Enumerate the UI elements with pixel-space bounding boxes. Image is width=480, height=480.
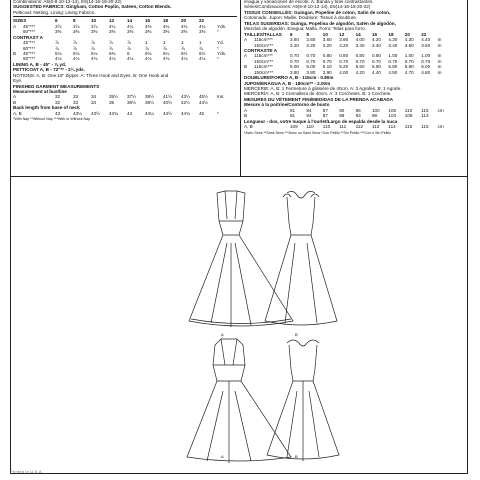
value-cell: 34 (91, 99, 97, 105)
value-cell: 45 (199, 110, 205, 116)
sizes-label: TAILLES/TALLAS (244, 31, 282, 37)
value-cell: 4⅛ (127, 56, 134, 62)
bust-measurements (13, 94, 237, 105)
value-cell: 3.20 (290, 42, 299, 48)
value-cell: 111 (339, 124, 347, 130)
value-cell: 4¼ (127, 23, 134, 29)
value-cell: 115 (404, 124, 413, 130)
back-length-title: Longueur - dos, votre nuque à l'ourlet/Largo de espalda desde la nuca (244, 118, 398, 124)
value-cell: 4⅛ (91, 56, 98, 62)
mercerie-line: MERCERIE: A, B: 1 Fermeture à glissière de 40cm. A: 3 Agrafes. B: 1 Agrafe. (244, 86, 402, 91)
value-cell: 3.80 (306, 69, 316, 75)
value-cell: 0.70 (306, 53, 316, 59)
value-cell: 0.70 (421, 58, 431, 64)
size-cell: 14 (355, 31, 361, 37)
value-cell: 43¼ (73, 110, 82, 116)
value-cell: 110 (404, 107, 413, 113)
dress-b-back-sketch (253, 335, 353, 465)
value-cell: 5.60 (372, 64, 381, 70)
sketch-label: A (221, 454, 224, 459)
unit-cell: m (437, 58, 442, 64)
sketch-label: A (221, 332, 224, 337)
value-cell: 3.60 (322, 37, 332, 43)
value-cell: 4⅛ (181, 56, 188, 62)
value-cell: ⅞ (199, 45, 203, 51)
petticoat-line: PETTICOAT A, B - 72"** - 2¼ yds. (13, 67, 85, 73)
size-cell: 22 (199, 18, 205, 24)
value-cell: ⅞ (55, 40, 59, 46)
value-cell: 3⅞ (91, 23, 98, 29)
value-cell: 3.20 (322, 42, 332, 48)
size-cell: 14 (127, 18, 133, 24)
value-cell: 44½ (199, 99, 208, 105)
view-cell: A (13, 94, 17, 100)
value-cell: 114 (388, 124, 396, 130)
unit-cell: cm (437, 107, 444, 113)
size-cell: 16 (145, 18, 151, 24)
value-cell: 44¼ (145, 110, 154, 116)
combinations-line: Combinations: A5(6-8-10-12-14), E5(14-16-18-20-22) (13, 0, 122, 4)
unit-cell: Ins. (217, 94, 225, 100)
size-cell: 10 (91, 18, 97, 24)
footnote: *Avec Sens **Sans Sens ***Avec ou Sans Sens *Con Pelillo **Sin Pelillo ***Con o Sin Pelillo (244, 130, 391, 135)
value-cell: 1.00 (421, 53, 431, 59)
value-cell: 81 (290, 113, 296, 119)
fabric-width-cell: 45"*** (23, 23, 36, 29)
view-cell: A (244, 107, 248, 113)
value-cell: 3.40 (388, 42, 398, 48)
fabric-width-cell: 45"*** (23, 50, 36, 56)
value-cell: ⅞ (91, 40, 95, 46)
value-cell: 0.80 (339, 53, 349, 59)
sketch-label: B (295, 454, 298, 459)
size-cell: 6 (290, 31, 293, 37)
value-cell: 0.70 (404, 58, 414, 64)
value-cell: 45½ (199, 94, 208, 100)
view-cell: B (244, 113, 248, 119)
value-cell: 3⅞ (55, 23, 62, 29)
value-cell: 87 (322, 113, 328, 119)
value-cell: ⅞ (73, 40, 77, 46)
value-cell: 4.30 (404, 37, 414, 43)
value-cell: 5.50 (355, 64, 365, 70)
value-cell: 41½ (163, 94, 172, 100)
table-bottom-rule (11, 176, 467, 177)
value-cell: 4.20 (355, 69, 365, 75)
value-cell: ⅞ (181, 45, 185, 51)
value-cell: 90 (339, 107, 345, 113)
intro-line: enagua y variaciones de escote. A: Banda y tiras contrastantes. (244, 0, 374, 4)
value-cell: 0.70 (306, 58, 316, 64)
value-cell: 84 (306, 107, 312, 113)
fabric-width-cell: 150cm*** (254, 58, 274, 64)
value-cell: 3.90 (339, 37, 349, 43)
size-cell: 18 (388, 31, 394, 37)
unit-cell: m (437, 37, 442, 43)
value-cell: 5⅛ (73, 50, 80, 56)
value-cell: 39½ (145, 94, 154, 100)
rule (13, 16, 237, 17)
value-cell: 110 (322, 124, 331, 130)
value-cell: 6 (127, 50, 130, 56)
value-cell: 4⅛ (163, 56, 170, 62)
value-cell: 1 (199, 40, 202, 46)
fabric-width-cell: 150cm*** (254, 42, 274, 48)
value-cell: 4⅛ (73, 56, 80, 62)
value-cell: 3.40 (372, 42, 381, 48)
view-cell: B (13, 50, 17, 56)
value-cell: 3⅜ (181, 29, 188, 35)
value-cell: 3⅞ (73, 23, 80, 29)
value-cell: ⅞ (73, 45, 77, 51)
value-cell: 4¾ (181, 23, 188, 29)
value-cell: 6¼ (163, 50, 170, 56)
view-cell: A, B (244, 124, 253, 130)
value-cell: 44½ (163, 110, 172, 116)
value-cell: ⅞ (109, 40, 113, 46)
tissus-line-2: Cotonnade. Jupon: Maille. Doublure: Tissus à doublure. (244, 15, 358, 21)
value-cell: ⅞ (109, 45, 113, 51)
unit-cell: Yd. (217, 40, 224, 46)
value-cell: 0.70 (372, 58, 381, 64)
value-cell: 4⅛ (109, 56, 116, 62)
value-cell: 4.00 (355, 37, 365, 43)
size-cell: 10 (322, 31, 328, 37)
value-cell: 5.20 (339, 64, 349, 70)
value-cell: 3.50 (404, 42, 414, 48)
value-cell: 0.70 (322, 58, 332, 64)
table-row (244, 124, 466, 129)
value-cell: 3⅜ (55, 29, 62, 35)
value-cell: 84 (306, 113, 312, 119)
view-cell: A, B (13, 110, 22, 116)
value-cell: 95 (355, 107, 361, 113)
value-cell: 87 (322, 107, 328, 113)
bust-title: Mesure à la poitrine/Contorno de busto (244, 102, 330, 108)
value-cell: 3⅜ (163, 29, 170, 35)
value-cell: 32 (55, 94, 61, 100)
value-cell: 115 (421, 124, 429, 130)
value-cell: 33 (73, 99, 79, 105)
unit-cell: cm (437, 124, 444, 130)
notions-line: NOTIONS: A, B: One 16" Zipper. A: Three Hook and Eyes. B: One Hook and (13, 72, 169, 78)
value-cell: 3.20 (306, 42, 316, 48)
notions-line-2: Eye. (13, 78, 23, 84)
lining-line: LINING A, B - 45" - ⅞ yd. (13, 61, 67, 67)
size-cell: 12 (109, 18, 115, 24)
unit-cell: m (437, 64, 442, 70)
fabric-width-cell: 45"*** (23, 40, 36, 46)
value-cell: 6½ (199, 50, 206, 56)
value-cell: 4¾ (199, 23, 206, 29)
fabric-width-cell: 60"*** (23, 45, 36, 51)
value-cell: 1 (145, 40, 148, 46)
value-cell: 109 (290, 124, 298, 130)
view-a-yardage (13, 24, 237, 35)
unit-cell: * (217, 45, 219, 51)
back-length-measurements (13, 111, 237, 116)
english-column (13, 0, 237, 123)
value-cell: 4.40 (421, 37, 431, 43)
value-cell: 4.70 (404, 69, 414, 75)
print-footer: Printed in U.S.A. (10, 470, 44, 474)
value-cell: 0.80 (322, 53, 332, 59)
table-row (13, 111, 237, 116)
size-cell: 12 (339, 31, 345, 37)
size-cell: 18 (163, 18, 169, 24)
value-cell: 5⅜ (109, 50, 116, 56)
value-cell: 103 (388, 113, 397, 119)
value-cell: 4⅜ (145, 23, 152, 29)
size-cell: 22 (421, 31, 427, 37)
value-cell: 110 (306, 124, 314, 130)
telas-line-2: Mezclas de algodón. Enagua: Malla. Forro: Telas para forro. (244, 26, 366, 32)
unit-cell: m (437, 53, 442, 59)
column-divider (240, 0, 241, 176)
unit-cell: Yds. (217, 50, 227, 56)
value-cell: ⅞ (163, 45, 167, 51)
merceria-line: MERCERÍA: A, B: 1 Cremallera de 40cm. A: 3 Corchetes. B: 1 Corchete. (244, 91, 392, 97)
unit-cell: m (437, 69, 442, 75)
value-cell: 44 (127, 110, 133, 116)
value-cell: 4.30 (388, 37, 398, 43)
sketch-label: B (295, 332, 298, 337)
view-cell: B (13, 99, 17, 105)
value-cell: 4⅛ (199, 56, 206, 62)
value-cell: 100 (372, 107, 380, 113)
finished-title: FINISHED GARMENT MEASUREMENTS (13, 83, 100, 89)
value-cell: 0.70 (388, 58, 398, 64)
fabrics-line: SUGGESTED FABRICS: Gingham, Cotton Poplin, Sateen, Cotton Blends. (13, 4, 172, 10)
value-cell: 43¾ (109, 110, 118, 116)
bust-title: Measurement at bustline (13, 89, 67, 94)
value-cell: 0.70 (355, 58, 365, 64)
value-cell: 113 (372, 124, 380, 130)
value-cell: 5.80 (388, 64, 398, 70)
value-cell: 4⅛ (145, 56, 152, 62)
size-cell: 16 (372, 31, 378, 37)
value-cell: 4⅛ (55, 56, 62, 62)
value-cell: 98 (372, 113, 378, 119)
value-cell: 0.80 (372, 53, 381, 59)
value-cell: 0.80 (355, 53, 365, 59)
value-cell: 5.00 (290, 64, 299, 70)
value-cell: 1 (163, 40, 166, 46)
value-cell: 4.00 (339, 69, 349, 75)
unit-cell: * (217, 29, 219, 35)
fabric-width-cell: 115cm*** (254, 64, 273, 70)
dress-b-front-sketch (251, 183, 351, 333)
fabric-width-cell: 115cm*** (254, 53, 273, 59)
unit-cell: * (217, 56, 219, 62)
contrast-a-heading: CONTRAST A (13, 34, 43, 40)
bust-measurements (244, 108, 466, 119)
value-cell: 1 (181, 40, 184, 46)
value-cell: 112 (355, 124, 363, 130)
value-cell: 93 (355, 113, 361, 119)
value-cell: 4¼ (109, 23, 116, 29)
value-cell: 0.70 (290, 58, 299, 64)
value-cell: 42½ (181, 99, 190, 105)
sizes-label: SIZES (13, 18, 27, 24)
value-cell: 1.00 (388, 53, 398, 59)
value-cell: 4.40 (372, 69, 381, 75)
value-cell: 3.60 (290, 37, 299, 43)
size-cell: 8 (306, 31, 309, 37)
jupon-line: JUPON/ENAGUA A, B - 180cm** - 2.00m (244, 80, 331, 86)
value-cell: 1.00 (404, 53, 414, 59)
value-cell: 5.90 (404, 64, 414, 70)
unit-cell: Yds. (217, 23, 227, 29)
tissus-line: TISSUS CONSEILLÉS: Guingan, Popeline de coton, Satin de coton, (244, 9, 391, 15)
view-a-meterage (244, 37, 466, 48)
value-cell: 108 (404, 113, 413, 119)
french-spanish-column (244, 0, 466, 136)
value-cell: 89 (339, 113, 345, 119)
value-cell: 6⅛ (145, 50, 152, 56)
contraste-a-heading: CONTRASTE A (244, 47, 278, 53)
fabric-width-cell: 115cm*** (254, 37, 273, 43)
value-cell: 4.50 (388, 69, 398, 75)
value-cell: 105 (388, 107, 397, 113)
pattern-envelope-back (10, 0, 468, 474)
contrast-a-yardage (13, 40, 237, 62)
value-cell: 38½ (145, 99, 154, 105)
value-cell: 37½ (127, 94, 136, 100)
value-cell: 3⅜ (199, 29, 206, 35)
size-cell: 6 (55, 18, 58, 24)
value-cell: 116 (421, 107, 429, 113)
value-cell: 5.00 (306, 64, 316, 70)
value-cell: 43½ (91, 110, 100, 116)
view-cell: A (244, 37, 248, 43)
fabric-width-cell: 60"*** (23, 56, 36, 62)
value-cell: 3⅜ (127, 29, 134, 35)
value-cell: ⅞ (91, 45, 95, 51)
fabric-width-cell: 60"*** (23, 29, 36, 35)
value-cell: 3.40 (355, 42, 365, 48)
value-cell: 35½ (109, 94, 118, 100)
value-cell: 3.80 (290, 69, 299, 75)
fabric-width-cell: 150cm*** (254, 69, 274, 75)
unit-cell: m (437, 42, 442, 48)
value-cell: 6½ (181, 50, 188, 56)
value-cell: 113 (421, 113, 429, 119)
value-cell: 3⅜ (145, 29, 152, 35)
value-cell: ⅞ (127, 45, 131, 51)
value-cell: 3.20 (339, 42, 349, 48)
value-cell: 34 (91, 94, 97, 100)
back-length-title: Back length from base of neck (13, 105, 80, 111)
value-cell: 5⅛ (55, 50, 62, 56)
value-cell: 3⅜ (73, 29, 80, 35)
value-cell: 5.10 (322, 64, 332, 70)
value-cell: 3.90 (322, 69, 332, 75)
value-cell: 3.60 (306, 37, 316, 43)
contraste-a-meterage (244, 53, 466, 75)
unit-cell: * (217, 110, 219, 116)
value-cell: 43½ (181, 94, 190, 100)
value-cell: 40½ (163, 99, 172, 105)
value-cell: 32 (55, 99, 61, 105)
value-cell: 5⅛ (91, 50, 98, 56)
value-cell: ⅞ (145, 45, 149, 51)
value-cell: 4.20 (372, 37, 381, 43)
doublure-line: DOUBLURE/FORRO A, B - 115cm - 0.80m (244, 75, 334, 81)
size-cell: 20 (181, 18, 187, 24)
size-cell: 8 (73, 18, 76, 24)
value-cell: ⅞ (127, 40, 131, 46)
size-cell: 20 (404, 31, 410, 37)
combinations-line: Séries/Combinaciones: A5(6-8-10-12-14), E5(14-16-18-20-22) (244, 4, 371, 10)
value-cell: 36½ (127, 99, 136, 105)
mesures-title: MESURES DU VÊTEMENT FINI/MEDIDAS DE LA PRENDA ACABADA (244, 96, 394, 102)
value-cell: 0.70 (290, 53, 299, 59)
view-cell: B (244, 64, 248, 70)
back-length-measurements (244, 124, 466, 129)
value-cell: 35 (109, 99, 115, 105)
telas-line: TELAS SUGERIDAS: Guinga, Popelina de algodón, Satén de algodón, (244, 20, 396, 26)
petticoat-fabrics-line: Petticoat: Netting. Lining: Lining Fabrics. (13, 9, 96, 15)
value-cell: 44¾ (181, 110, 190, 116)
value-cell: 3⅜ (109, 29, 116, 35)
value-cell: 3⅜ (91, 29, 98, 35)
value-cell: 33 (73, 94, 79, 100)
value-cell: 0.70 (339, 58, 349, 64)
value-cell: 3.50 (421, 42, 431, 48)
view-cell: A (244, 53, 248, 59)
value-cell: ⅞ (55, 45, 59, 51)
view-cell: A (13, 23, 17, 29)
value-cell: 43 (55, 110, 61, 116)
value-cell: 6.00 (421, 64, 431, 70)
value-cell: 81 (290, 107, 296, 113)
footnote: *With Nap **Without Nap ***With or Without Nap (13, 117, 91, 122)
value-cell: 4.80 (421, 69, 431, 75)
value-cell: 4¾ (163, 23, 170, 29)
